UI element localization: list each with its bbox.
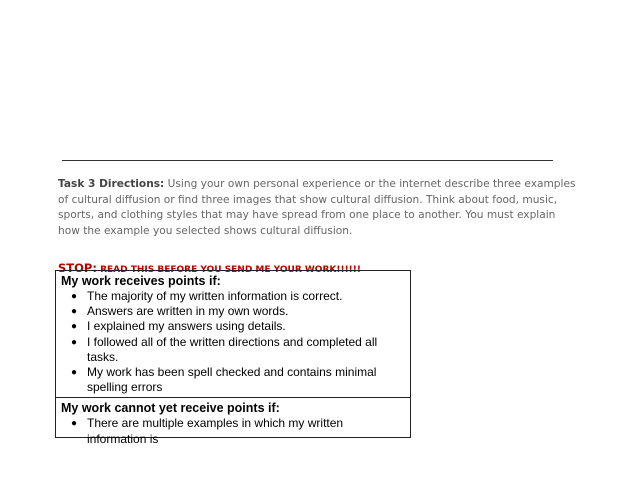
cannot-receive-points-section	[56, 397, 410, 446]
list-item: ● The majority of my written information is correct.	[71, 289, 343, 303]
bullet-icon: ●	[71, 367, 78, 379]
stop-label: STOP:	[58, 261, 97, 275]
horizontal-rule	[62, 160, 553, 161]
receives-points-list	[61, 289, 405, 395]
bullet-icon: ●	[71, 306, 78, 318]
receives-points-heading: My work receives points if:	[61, 274, 221, 288]
bullet-icon: ●	[71, 418, 78, 430]
receives-points-section	[56, 271, 410, 397]
list-item: ● I explained my answers using details.	[71, 319, 286, 334]
list-item: ● There are multiple examples in which my written information is	[71, 416, 344, 446]
stop-text: READ THIS BEFORE YOU SEND ME YOUR WORK!!!!!!	[96, 265, 361, 275]
bullet-icon: ●	[71, 321, 78, 333]
bullet-icon: ●	[71, 291, 78, 302]
list-item: ● Answers are written in my own words.	[71, 304, 289, 319]
grading-criteria-table	[55, 270, 411, 446]
task-directions-text: Using your own personal experience or the internet describe three examples of cultural diffusion or find three images that show cultural diffusion. Think about food, music, sports, and clothing styles that may have spread from one place to another. You must explain how the example you selected shows cultural diffusion.	[58, 178, 576, 237]
task-directions-label: Task 3 Directions:	[58, 178, 165, 190]
cannot-receive-points-heading: My work cannot yet receive points if:	[61, 401, 280, 416]
list-item: ● My work has been spell checked and contains minimal spelling errors	[71, 365, 377, 395]
bullet-icon: ●	[71, 336, 78, 348]
list-item: ● I followed all of the written directions and completed all tasks.	[71, 334, 378, 364]
task-directions	[58, 177, 578, 239]
cannot-receive-points-list	[61, 416, 405, 446]
